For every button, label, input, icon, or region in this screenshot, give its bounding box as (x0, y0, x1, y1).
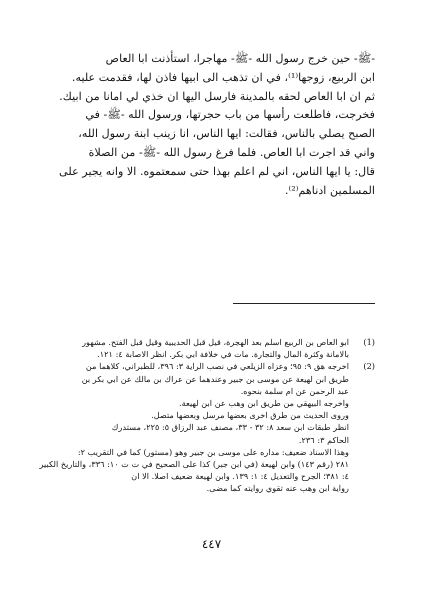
footnote-text: ٢٨١ (رقم ١٤٣) وابن لهيعة (في ابن جبر) كذا على الصحيح في ت ت ١٠: ٣٣٦، والتاريخ الكبير (39, 458, 349, 469)
footnote-line (57, 336, 375, 348)
footnote-text: اخرجه هق ٩: ٩٥؛ وعزاه الزيلعي في نصب الراية ٣: ٣٩٦، للطبراني، كلاهما من (85, 361, 349, 372)
footnote-line (57, 482, 375, 494)
footnote-line (57, 397, 375, 409)
footnote-line (57, 348, 375, 360)
footnotes (39, 336, 375, 494)
text-line: ثم ان ابا العاص لحقه بالمدينة فارسل اليها ان خذي لي امانا من ابيك. (59, 89, 375, 103)
footnote-text: وروى الحديث من طرق اخرى بعضها مرسل وبعضها متصل. (151, 410, 349, 421)
footnote-line (57, 360, 375, 372)
text-line: الصبح يصلي بالناس، فقالت: ايها الناس، انا زينب ابنة رسول الله، (78, 127, 375, 141)
text-line: واني قد اجرت ابا العاص. فلما فرغ رسول الله -ﷺ- من الصلاة (88, 145, 375, 159)
footnote-line (57, 385, 375, 397)
footnote-marker: (2) (363, 361, 375, 372)
footnote-line (57, 373, 375, 385)
footnote-text: رواية ابن وهب عنه تقوي روايته كما مضى. (206, 483, 349, 494)
footnote-text: وهذا الاسناد ضعيف: مداره على موسى بن جبير وهو (مستور) كما في التقريب ٢: (77, 446, 349, 457)
footnote-line (39, 458, 375, 470)
page-number: ٤٤٧ (201, 537, 222, 551)
footnote-line (57, 434, 375, 446)
footnote-text: واخرجه البيهقي من طريق ابن وهب عن ابن لهيعة. (179, 397, 349, 408)
footnote-text: انظر طبقات ابن سعد ٨: ٣٢ - ٣٣، مصنف عبد الرزاق ٥: ٢٢٥، مستدرك (111, 422, 349, 433)
footnote-text: الحاكم ٣: ٢٣٦. (298, 434, 349, 445)
footnote-text: طريق ابن لهيعة عن موسى بن جبير وعندهما عن عراك بن مالك عن ابي بكر بن (81, 373, 349, 384)
main-text (57, 50, 375, 200)
footnote-text: ابو العاص بن الربيع اسلم بعد الهجرة، قيل قبل الحديبية وقيل قبل الفتح. مشهور (82, 337, 349, 347)
text-line: فخرجت، فاطلعت رأسها من باب حجرتها، ورسول الله -ﷺ- في (85, 108, 375, 122)
footnote-line (57, 446, 375, 458)
footnote-marker: (1) (363, 337, 375, 347)
footnote-text: بالامانة وكثرة المال والتجارة. مات في خلافة ابي بكر. انظر الاصابة ٤: ١٢١. (97, 349, 349, 360)
footnote-text: عبد الرحمن عن ام سلمة بنحوه. (240, 385, 349, 396)
text-line: المسلمين ادناهم⁽²⁾. (284, 183, 375, 197)
text-line: قال: يا ايها الناس، اني لم اعلم بهذا حتى سمعتموه. الا وانه يجير على (59, 164, 375, 178)
footnote-text: ٤: ٣٨١؛ الجرح والتعديل ٤: ١: ١٣٩. وابن لهيعة ضعيف اصلا. الا ان (131, 471, 349, 482)
text-line: -ﷺ- حين خرج رسول الله -ﷺ- مهاجرا، استأذنت ابا العاص (105, 52, 375, 65)
footnote-line (57, 409, 375, 421)
footnote-line (57, 421, 375, 433)
text-line: ابن الربيع، زوجها⁽¹⁾، في ان تذهب الى ابيها فاذن لها، فقدمت عليه. (71, 70, 375, 84)
footnote-separator (233, 303, 375, 304)
footnote-line (57, 470, 375, 482)
